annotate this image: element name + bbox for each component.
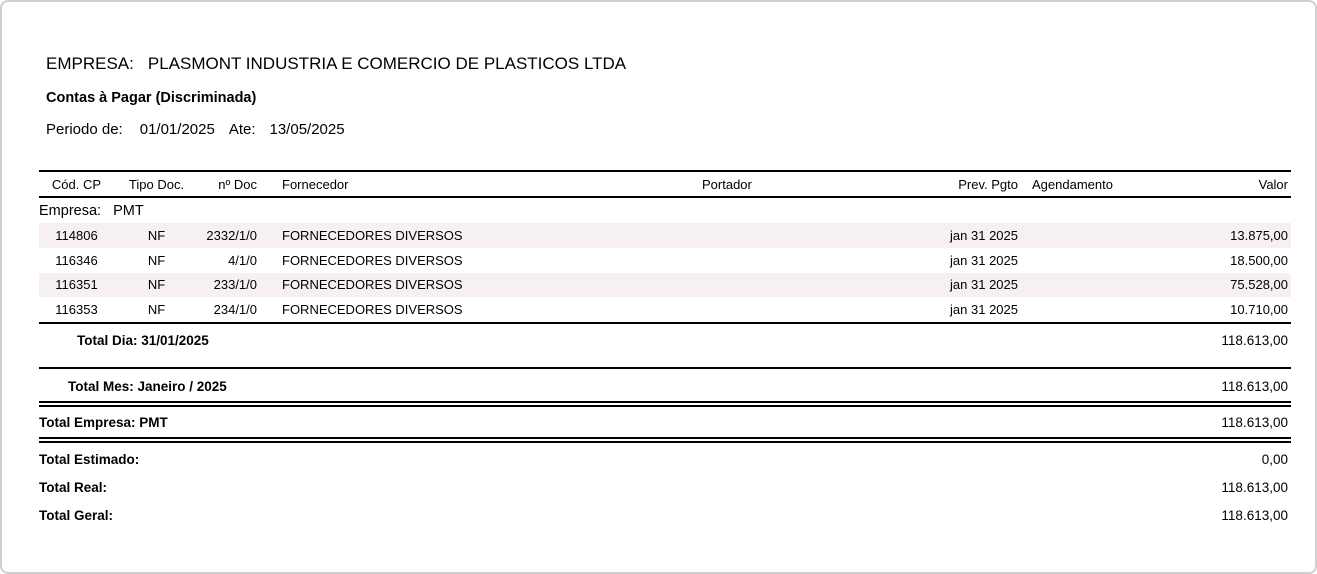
cell-tipo-doc: NF (147, 227, 166, 243)
cell-valor: 75.528,00 (1230, 277, 1288, 293)
col-header-fornecedor: Fornecedor (282, 176, 349, 192)
table-header-row (39, 170, 1291, 198)
payables-table (39, 170, 1291, 443)
company-line (46, 54, 1291, 74)
total-month-value: 118.613,00 (1221, 379, 1288, 394)
cell-fornecedor: FORNECEDORES DIVERSOS (282, 227, 463, 243)
total-company-value: 118.613,00 (1221, 415, 1288, 430)
col-header-num-doc: nº Doc (218, 176, 257, 192)
cell-cod-cp: 116351 (55, 277, 98, 293)
cell-cod-cp: 116353 (55, 302, 98, 318)
total-estimated-row (39, 452, 1291, 480)
cell-tipo-doc: NF (147, 302, 166, 318)
group-value: PMT (113, 202, 144, 219)
period-start-date: 01/01/2025 (139, 121, 215, 138)
total-month-label: Total Mes: Janeiro / 2025 (68, 379, 227, 394)
period-line (46, 121, 1291, 139)
period-end-date: 13/05/2025 (269, 121, 345, 138)
total-month-row (39, 369, 1291, 401)
total-company-label: Total Empresa: PMT (39, 415, 168, 430)
table-row (39, 248, 1291, 273)
total-day-value: 118.613,00 (1221, 333, 1288, 348)
period-until-label: Ate: (228, 121, 256, 138)
cell-prev-pgto: jan 31 2025 (950, 302, 1018, 318)
total-grand-label: Total Geral: (39, 508, 114, 523)
col-header-portador: Portador (702, 176, 752, 192)
col-header-valor: Valor (1258, 176, 1288, 192)
cell-valor: 13.875,00 (1230, 227, 1288, 243)
company-label: EMPRESA: (46, 54, 134, 73)
cell-num-doc: 2332/1/0 (206, 227, 257, 243)
total-estimated-value: 0,00 (1261, 452, 1288, 467)
total-real-value: 118.613,00 (1221, 480, 1288, 495)
cell-num-doc: 4/1/0 (228, 252, 257, 268)
double-rule (39, 437, 1291, 443)
report-title: Contas à Pagar (Discriminada) (46, 90, 257, 106)
cell-fornecedor: FORNECEDORES DIVERSOS (282, 277, 463, 293)
table-row (39, 223, 1291, 248)
table-row (39, 273, 1291, 298)
group-row-empresa (39, 198, 1291, 223)
cell-cod-cp: 114806 (55, 227, 98, 243)
col-header-tipo-doc: Tipo Doc. (128, 176, 185, 192)
cell-valor: 10.710,00 (1230, 302, 1288, 318)
col-header-agendamento: Agendamento (1032, 176, 1113, 192)
total-estimated-label: Total Estimado: (39, 452, 140, 467)
summary-totals (39, 452, 1291, 536)
col-header-cod-cp: Cód. CP (51, 176, 102, 192)
total-real-row (39, 480, 1291, 508)
company-name: PLASMONT INDUSTRIA E COMERCIO DE PLASTICOS LTDA (147, 54, 627, 73)
total-grand-value: 118.613,00 (1221, 508, 1288, 523)
period-label: Periodo de: (46, 121, 123, 138)
cell-prev-pgto: jan 31 2025 (950, 227, 1018, 243)
cell-prev-pgto: jan 31 2025 (950, 252, 1018, 268)
total-grand-row (39, 508, 1291, 536)
cell-fornecedor: FORNECEDORES DIVERSOS (282, 252, 463, 268)
cell-valor: 18.500,00 (1230, 252, 1288, 268)
cell-fornecedor: FORNECEDORES DIVERSOS (282, 302, 463, 318)
table-row (39, 297, 1291, 322)
group-label: Empresa: (39, 202, 102, 219)
cell-num-doc: 233/1/0 (213, 277, 257, 293)
total-company-row (39, 407, 1291, 437)
report-header (46, 54, 1291, 139)
cell-prev-pgto: jan 31 2025 (950, 277, 1018, 293)
col-header-prev-pgto: Prev. Pgto (958, 176, 1018, 192)
cell-cod-cp: 116346 (55, 252, 98, 268)
total-real-label: Total Real: (39, 480, 108, 495)
total-day-label: Total Dia: 31/01/2025 (77, 333, 209, 348)
cell-tipo-doc: NF (147, 277, 166, 293)
cell-num-doc: 234/1/0 (213, 302, 257, 318)
cell-tipo-doc: NF (147, 252, 166, 268)
total-day-row (39, 324, 1291, 367)
